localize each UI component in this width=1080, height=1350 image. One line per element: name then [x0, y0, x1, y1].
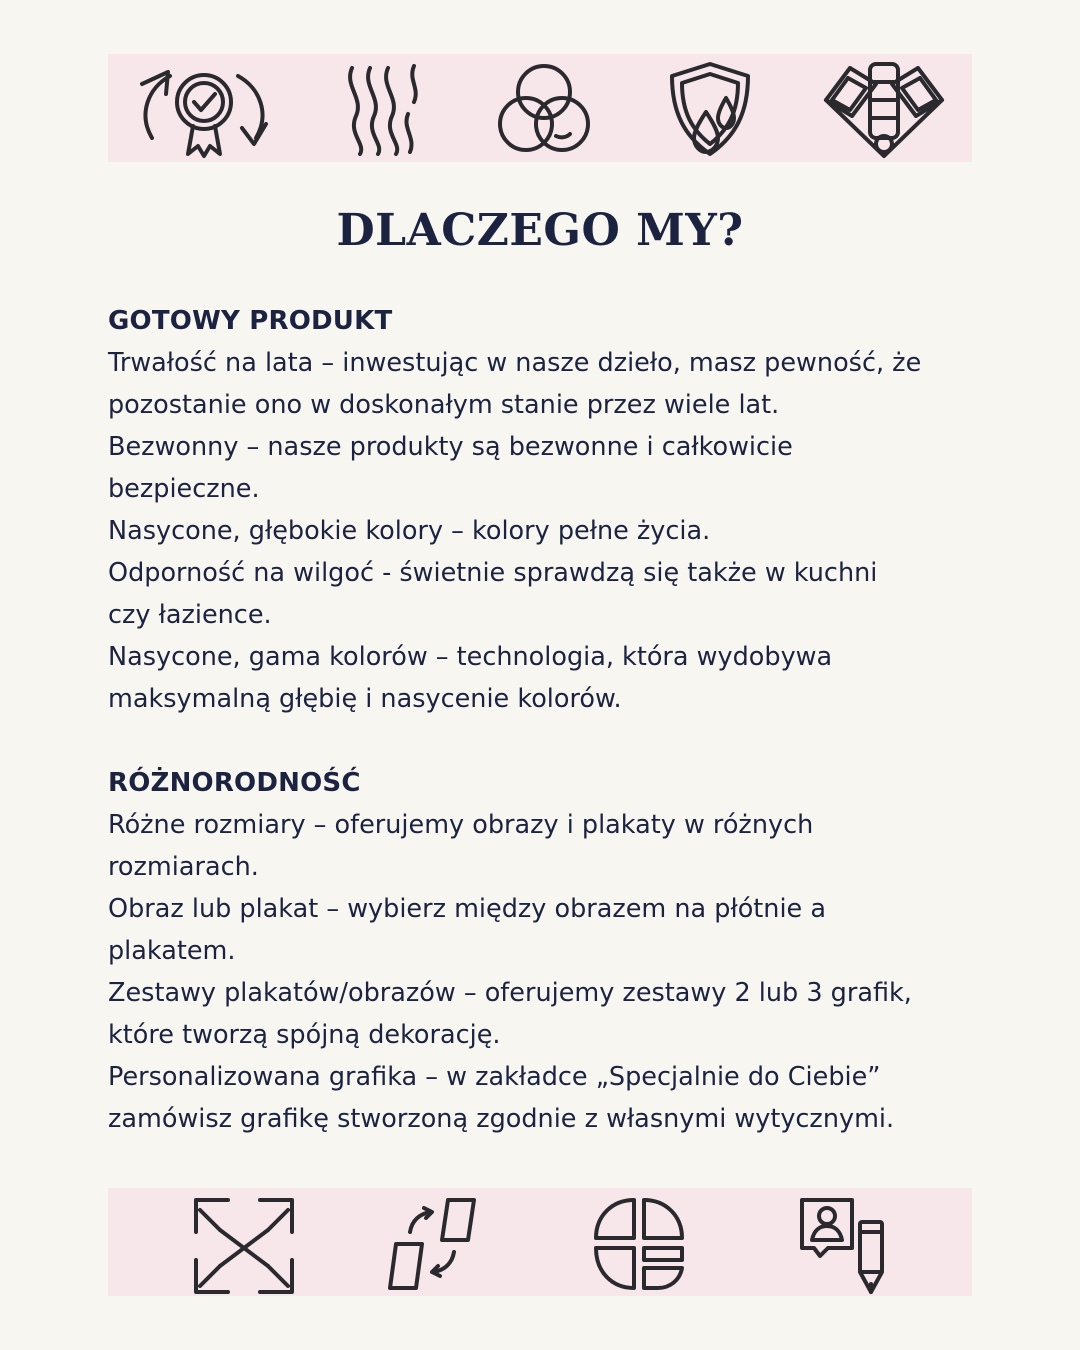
body-line: maksymalną głębię i nasycenie kolorów. — [108, 684, 622, 714]
body-line: Nasycone, gama kolorów – technologia, która wydobywa — [108, 642, 833, 672]
body-line: zamówisz grafikę stworzoną zgodnie z własnymi wytycznymi. — [108, 1104, 895, 1134]
bottom-icons-svg — [108, 1188, 972, 1296]
expand-arrows-icon — [196, 1200, 292, 1292]
body-line: Odporność na wilgoć - świetnie sprawdzą się także w kuchni — [108, 558, 878, 588]
body-line: plakatem. — [108, 936, 236, 966]
grid-set-icon — [596, 1200, 682, 1288]
bottom-icon-band — [108, 1188, 972, 1296]
body-line: Obraz lub plakat – wybierz między obrazem na płótnie a — [108, 894, 826, 924]
personalize-pencil-icon — [802, 1200, 882, 1292]
body-line: rozmiarach. — [108, 852, 259, 882]
page-title: DLACZEGO MY? — [336, 205, 744, 256]
section-heading: RÓŻNORODNOŚĆ — [108, 768, 361, 798]
quality-badge-icon — [142, 72, 266, 156]
top-icon-band — [108, 54, 972, 162]
section-variety — [108, 762, 988, 1140]
top-icons-svg — [108, 54, 972, 162]
body-line: Zestawy plakatów/obrazów – oferujemy zestawy 2 lub 3 grafik, — [108, 978, 912, 1008]
body-line: bezpieczne. — [108, 474, 260, 504]
color-palette-icon — [826, 64, 942, 156]
body-line: Personalizowana grafika – w zakładce „Specjalnie do Ciebie” — [108, 1062, 881, 1092]
body-line: Trwałość na lata – inwestując w nasze dzieło, masz pewność, że — [108, 348, 922, 378]
body-line: czy łazience. — [108, 600, 272, 630]
body-line: które tworzą spójną dekorację. — [108, 1020, 501, 1050]
body-line: Różne rozmiary – oferujemy obrazy i plakaty w różnych — [108, 810, 814, 840]
moisture-shield-icon — [672, 64, 748, 154]
wave-texture-icon — [350, 66, 416, 154]
swap-format-icon — [390, 1200, 474, 1288]
body-line: Bezwonny – nasze produkty są bezwonne i całkowicie — [108, 432, 793, 462]
body-line: pozostanie ono w doskonałym stanie przez wiele lat. — [108, 390, 780, 420]
body-line: Nasycone, głębokie kolory – kolory pełne życia. — [108, 516, 711, 546]
section-ready-product — [108, 300, 988, 720]
section-heading: GOTOWY PRODUKT — [108, 306, 393, 336]
color-circles-icon — [500, 66, 588, 150]
